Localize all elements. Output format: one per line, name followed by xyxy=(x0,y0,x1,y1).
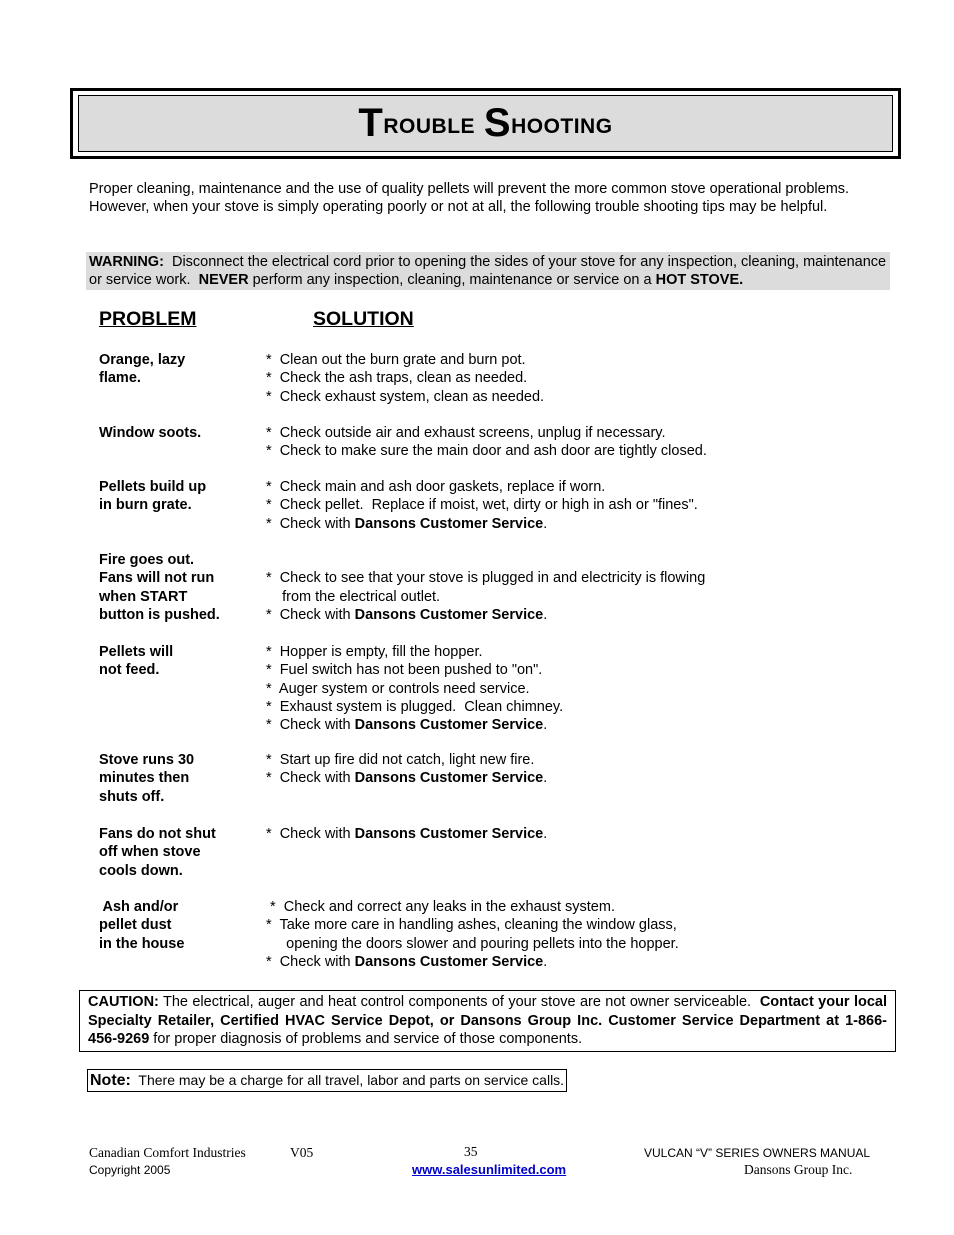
problem-line: not feed. xyxy=(99,662,160,679)
solution-line: * Check with Dansons Customer Service. xyxy=(266,770,548,787)
problem-line: Window soots. xyxy=(99,425,202,441)
problem-line: Pellets will xyxy=(99,644,174,660)
problem-line: in burn grate. xyxy=(99,497,192,514)
solution-line: * Check the ash traps, clean as needed. xyxy=(266,370,528,387)
problem-line: off when stove xyxy=(99,844,201,861)
solution-line: * Check exhaust system, clean as needed. xyxy=(266,388,545,405)
note-box: Note: There may be a charge for all travel, labor and parts on service calls. xyxy=(87,1069,567,1092)
customer-service-name: Dansons Customer Service xyxy=(354,515,544,532)
problem-line: button is pushed. xyxy=(99,606,220,623)
problem-line: flame. xyxy=(99,370,141,387)
footer-manual-title: VULCAN “V” SERIES OWNERS MANUAL xyxy=(644,1146,871,1160)
solution-cell xyxy=(266,478,906,533)
intro-paragraph: Proper cleaning, maintenance and the use of quality pellets will prevent the more common stove operational problems. However, when your stove is simply operating poorly or not at all, the following trouble shooting tips may be helpful. xyxy=(89,181,850,215)
problem-line: Stove runs 30 xyxy=(99,752,195,768)
problem-line: cools down. xyxy=(99,862,183,879)
customer-service-name: Dansons Customer Service xyxy=(354,770,544,787)
problem-line: Fans will not run xyxy=(99,570,215,587)
solution-cell xyxy=(266,825,906,843)
customer-service-name: Dansons Customer Service xyxy=(354,953,544,970)
solution-line: * Check outside air and exhaust screens, unplug if necessary. xyxy=(266,425,666,441)
solution-header: SOLUTION xyxy=(313,308,414,330)
solution-line: * Clean out the burn grate and burn pot. xyxy=(266,352,526,368)
problem-cell xyxy=(99,478,259,515)
problem-line: Ash and/or xyxy=(99,899,179,915)
footer-version: V05 xyxy=(290,1145,314,1160)
solution-cell xyxy=(266,898,906,971)
page-title: T rouble S hooting xyxy=(78,95,893,152)
problem-line: when START xyxy=(99,588,188,605)
page-number: 35 xyxy=(464,1144,478,1159)
solution-line: * Fuel switch has not been pushed to "on". xyxy=(266,662,543,679)
solution-line: * Check with Dansons Customer Service. xyxy=(266,826,548,842)
problem-line: in the house xyxy=(99,935,185,952)
problem-line: Orange, lazy xyxy=(99,352,186,368)
footer-company: Canadian Comfort Industries xyxy=(89,1145,246,1160)
solution-cell xyxy=(266,424,906,461)
problem-cell xyxy=(99,551,259,624)
problem-cell xyxy=(99,351,259,388)
customer-service-name: Dansons Customer Service xyxy=(354,717,544,734)
solution-line: * Hopper is empty, fill the hopper. xyxy=(266,644,483,660)
solution-line: * Check main and ash door gaskets, replace if worn. xyxy=(266,479,606,495)
problem-header: PROBLEM xyxy=(99,308,197,330)
solution-line: * Check with Dansons Customer Service. xyxy=(266,953,548,970)
solution-line: * Take more care in handling ashes, cleaning the window glass, xyxy=(266,917,677,934)
footer-copyright: Copyright 2005 xyxy=(89,1163,171,1177)
footer-group: Dansons Group Inc. xyxy=(744,1162,853,1177)
problem-line: Pellets build up xyxy=(99,479,207,495)
solution-line: * Check with Dansons Customer Service. xyxy=(266,515,548,532)
problem-cell xyxy=(99,424,259,442)
solution-line: * Auger system or controls need service. xyxy=(266,680,530,697)
problem-cell xyxy=(99,898,259,953)
customer-service-name: Dansons Customer Service xyxy=(354,606,544,623)
customer-service-name: Dansons Customer Service xyxy=(354,826,544,842)
solution-line: * Check to make sure the main door and ash door are tightly closed. xyxy=(266,443,707,460)
problem-line: pellet dust xyxy=(99,917,172,934)
caution-box: CAUTION: The electrical, auger and heat control components of your stove are not owner serviceable. Contact your local Specialty Retailer, Certified HVAC Service Depot, or Dansons Group Inc. Customer Service Department at 1-866-456-9269 for proper diagnosis of problems and service of those components. xyxy=(79,990,896,1052)
problem-line: Fire goes out. xyxy=(99,552,195,568)
solution-cell xyxy=(266,551,906,624)
title-box xyxy=(70,88,901,159)
problem-cell xyxy=(99,825,259,880)
warning-box: WARNING: Disconnect the electrical cord prior to opening the sides of your stove for any inspection, cleaning, maintenance or service work. NEVER perform any inspection, cleaning, maintenance or service on a HOT STOVE. xyxy=(86,252,890,290)
solution-line: * Start up fire did not catch, light new fire. xyxy=(266,752,535,768)
solution-line: * Check with Dansons Customer Service. xyxy=(266,606,548,623)
problem-line: shuts off. xyxy=(99,788,165,805)
solution-line: * Check pellet. Replace if moist, wet, dirty or high in ash or "fines". xyxy=(266,497,698,514)
solution-cell xyxy=(266,351,906,406)
solution-line: from the electrical outlet. xyxy=(266,588,441,605)
solution-line: * Check with Dansons Customer Service. xyxy=(266,717,548,734)
problem-line: minutes then xyxy=(99,770,190,787)
problem-cell xyxy=(99,751,259,806)
solution-line: * Exhaust system is plugged. Clean chimney. xyxy=(266,698,564,715)
solution-line xyxy=(266,551,906,569)
solution-cell xyxy=(266,751,906,788)
solution-line: opening the doors slower and pouring pellets into the hopper. xyxy=(266,935,679,952)
solution-line: * Check to see that your stove is plugged in and electricity is flowing xyxy=(266,570,706,587)
problem-line: Fans do not shut xyxy=(99,826,216,842)
website-link[interactable]: www.salesunlimited.com xyxy=(412,1162,567,1177)
solution-line: * Check and correct any leaks in the exhaust system. xyxy=(266,899,615,915)
problem-cell xyxy=(99,643,259,680)
solution-cell xyxy=(266,643,906,734)
